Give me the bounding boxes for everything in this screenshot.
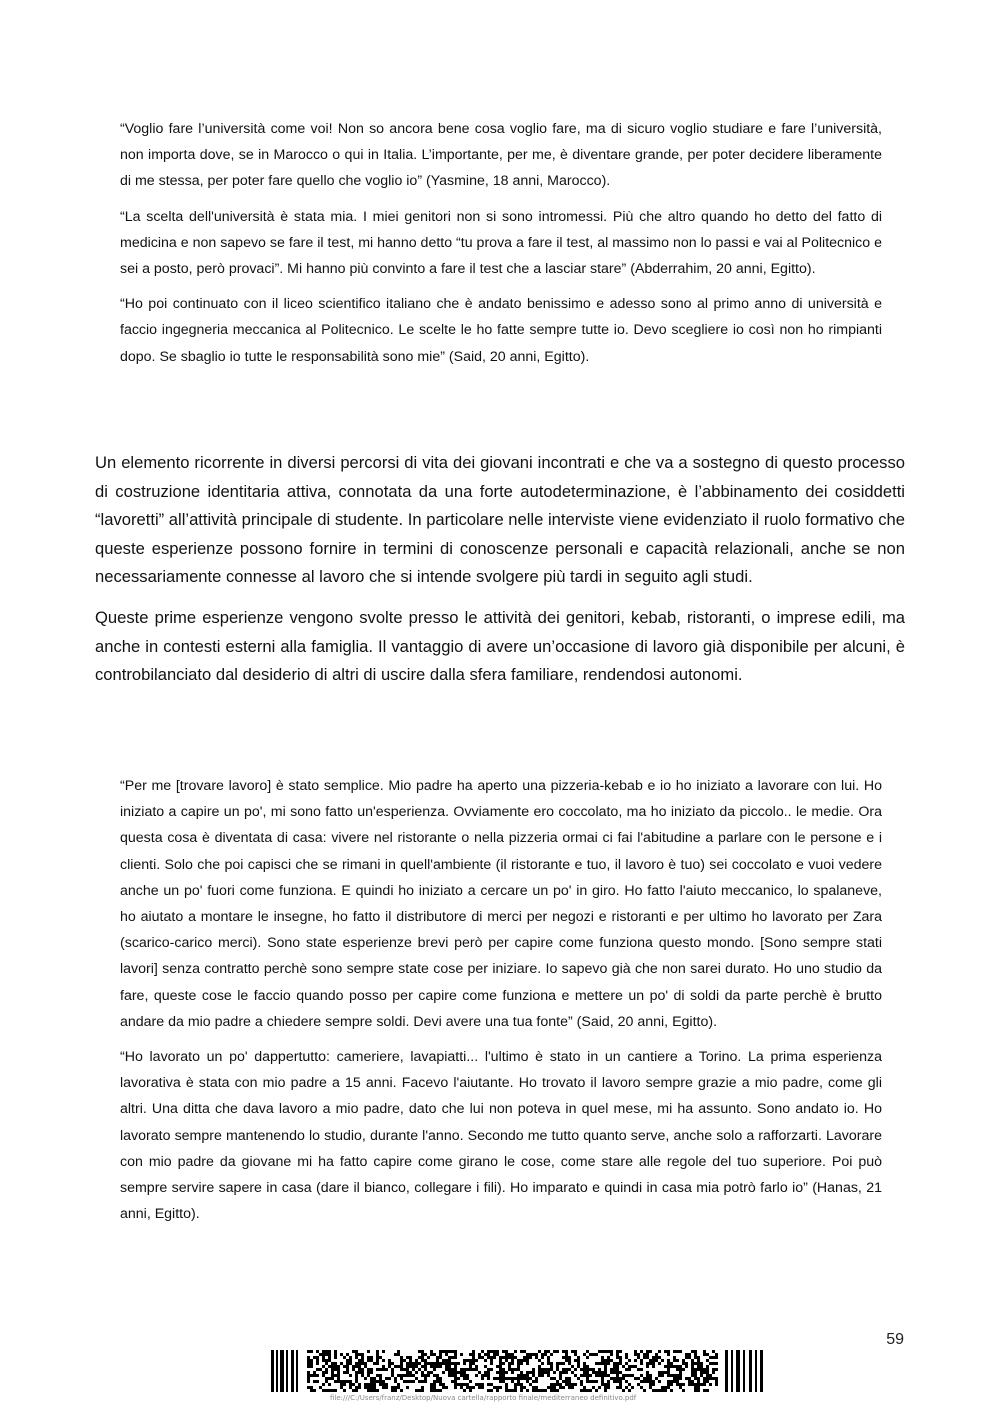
barcode-graphic bbox=[263, 1348, 768, 1394]
paragraph-lavoretti: Un elemento ricorrente in diversi percorsi di vita dei giovani incontrati e che va a sostegno di questo processo di costruzione identitaria attiva, connotata da una forte autodeterminazione, è l’abbinamento dei cosiddetti “lavoretti” all’attività principale di studente. In particolare nelle interviste viene evidenziato il ruolo formativo che queste esperienze possono fornire in termini di conoscenze personali e capacità relazionali, anche se non necessariamente connesse al lavoro che si intende svolgere più tardi in seguito agli studi. bbox=[95, 453, 905, 587]
barcode-caption: file:///C:/Users/franz/Desktop/Nuova cartella/rapporto finale/mediterraneo definitivo.pdf bbox=[330, 1394, 637, 1402]
quote-hanas: “Ho lavorato un po' dappertutto: cameriere, lavapiatti... l'ultimo è stato in un cantiere a Torino. La prima esperienza lavorativa è stata con mio padre a 15 anni. Facevo l'aiutante. Ho trovato il lavoro sempre grazie a mio padre, come gli altri. Una ditta che dava lavoro a mio padre, dato che lui non poteva in quel mese, mi ha assunto. Sono andato io. Ho lavorato sempre mantenendo lo studio, durante l'anno. Secondo me tutto quanto serve, anche solo a rafforzarti. Lavorare con mio padre da giovane mi ha fatto capire come girano le cose, come stare alle regole del tuo superiore. Poi può sempre servire sapere in casa (dare il bianco, collegare i fili). Ho imparato e quindi in casa mia potrò farlo io” (Hanas, 21 anni, Egitto). bbox=[120, 1049, 882, 1223]
quote-said-university: “Ho poi continuato con il liceo scientifico italiano che è andato benissimo e adesso sono al primo anno di università e faccio ingegneria meccanica al Politecnico. Le scelte le ho fatte sempre tutte io. Devo scegliere io così non ho rimpianti dopo. Se sbaglio io tutte le responsabilità sono mie” (Said, 20 anni, Egitto). bbox=[120, 296, 882, 365]
page-number: 59 bbox=[886, 1331, 904, 1348]
quote-yasmine: “Voglio fare l’università come voi! Non so ancora bene cosa voglio fare, ma di sicuro voglio studiare e fare l’università, non importa dove, se in Marocco o qui in Italia. L’importante, per me, è diventare grande, per poter decidere liberamente di me stessa, per poter fare quello che voglio io” (Yasmine, 18 anni, Marocco). bbox=[120, 121, 882, 190]
interview-quotes-bottom bbox=[120, 773, 882, 1236]
paragraph-prime-esperienze: Queste prime esperienze vengono svolte presso le attività dei genitori, kebab, ristoranti, o imprese edili, ma anche in contesti esterni alla famiglia. Il vantaggio di avere un’occasione di lavoro già disponibile per alcuni, è controbilanciato dal desiderio di altri di uscire dalla sfera familiare, rendendosi autonomi. bbox=[95, 607, 905, 685]
body-text bbox=[95, 449, 905, 702]
interview-quotes-top bbox=[120, 116, 882, 379]
quote-said-work: “Per me [trovare lavoro] è stato semplice. Mio padre ha aperto una pizzeria-kebab e io ho iniziato a lavorare con lui. Ho iniziato a capire un po', mi sono fatto un'esperienza. Ovviamente ero coccolato, ma ho iniziato da piccolo.. le medie. Ora questa cosa è diventata di casa: vivere nel ristorante o nella pizzeria ormai ci fai l'abitudine a parlare con le persone e i clienti. Solo che poi capisci che se rimani in quell'ambiente (il ristorante e tuo, il lavoro è tuo) sei coccolato e vuoi vedere anche un po' fuori come funziona. E quindi ho iniziato a cercare un po' in giro. Ho fatto l'aiuto meccanico, lo spalaneve, ho aiutato a montare le insegne, ho fatto il distributore di merci per negozi e ristoranti e per ultimo ho lavorato per Zara (scarico-carico merci). Sono state esperienze brevi però per capire come funziona questo mondo. [Sono sempre stati lavori] senza contratto perchè sono sempre state cose per iniziare. Io sapevo già che non sarei durato. Ho uno studio da fare, queste cose le faccio quando posso per capire come funziona e mettere un po' di soldi da parte perchè è brutto andare da mio padre a chiedere sempre soldi. Devi avere una tua fonte” (Said, 20 anni, Egitto). bbox=[120, 778, 882, 1030]
quote-abderrahim: “La scelta dell'università è stata mia. I miei genitori non si sono intromessi. Più che altro quando ho detto del fatto di medicina e non sapevo se fare il test, mi hanno detto “tu prova a fare il test, al massimo non lo passi e vai al Politecnico e sei a posto, però provaci”. Mi hanno più convinto a fare il test che a lasciar stare” (Abderrahim, 20 anni, Egitto). bbox=[120, 208, 882, 278]
